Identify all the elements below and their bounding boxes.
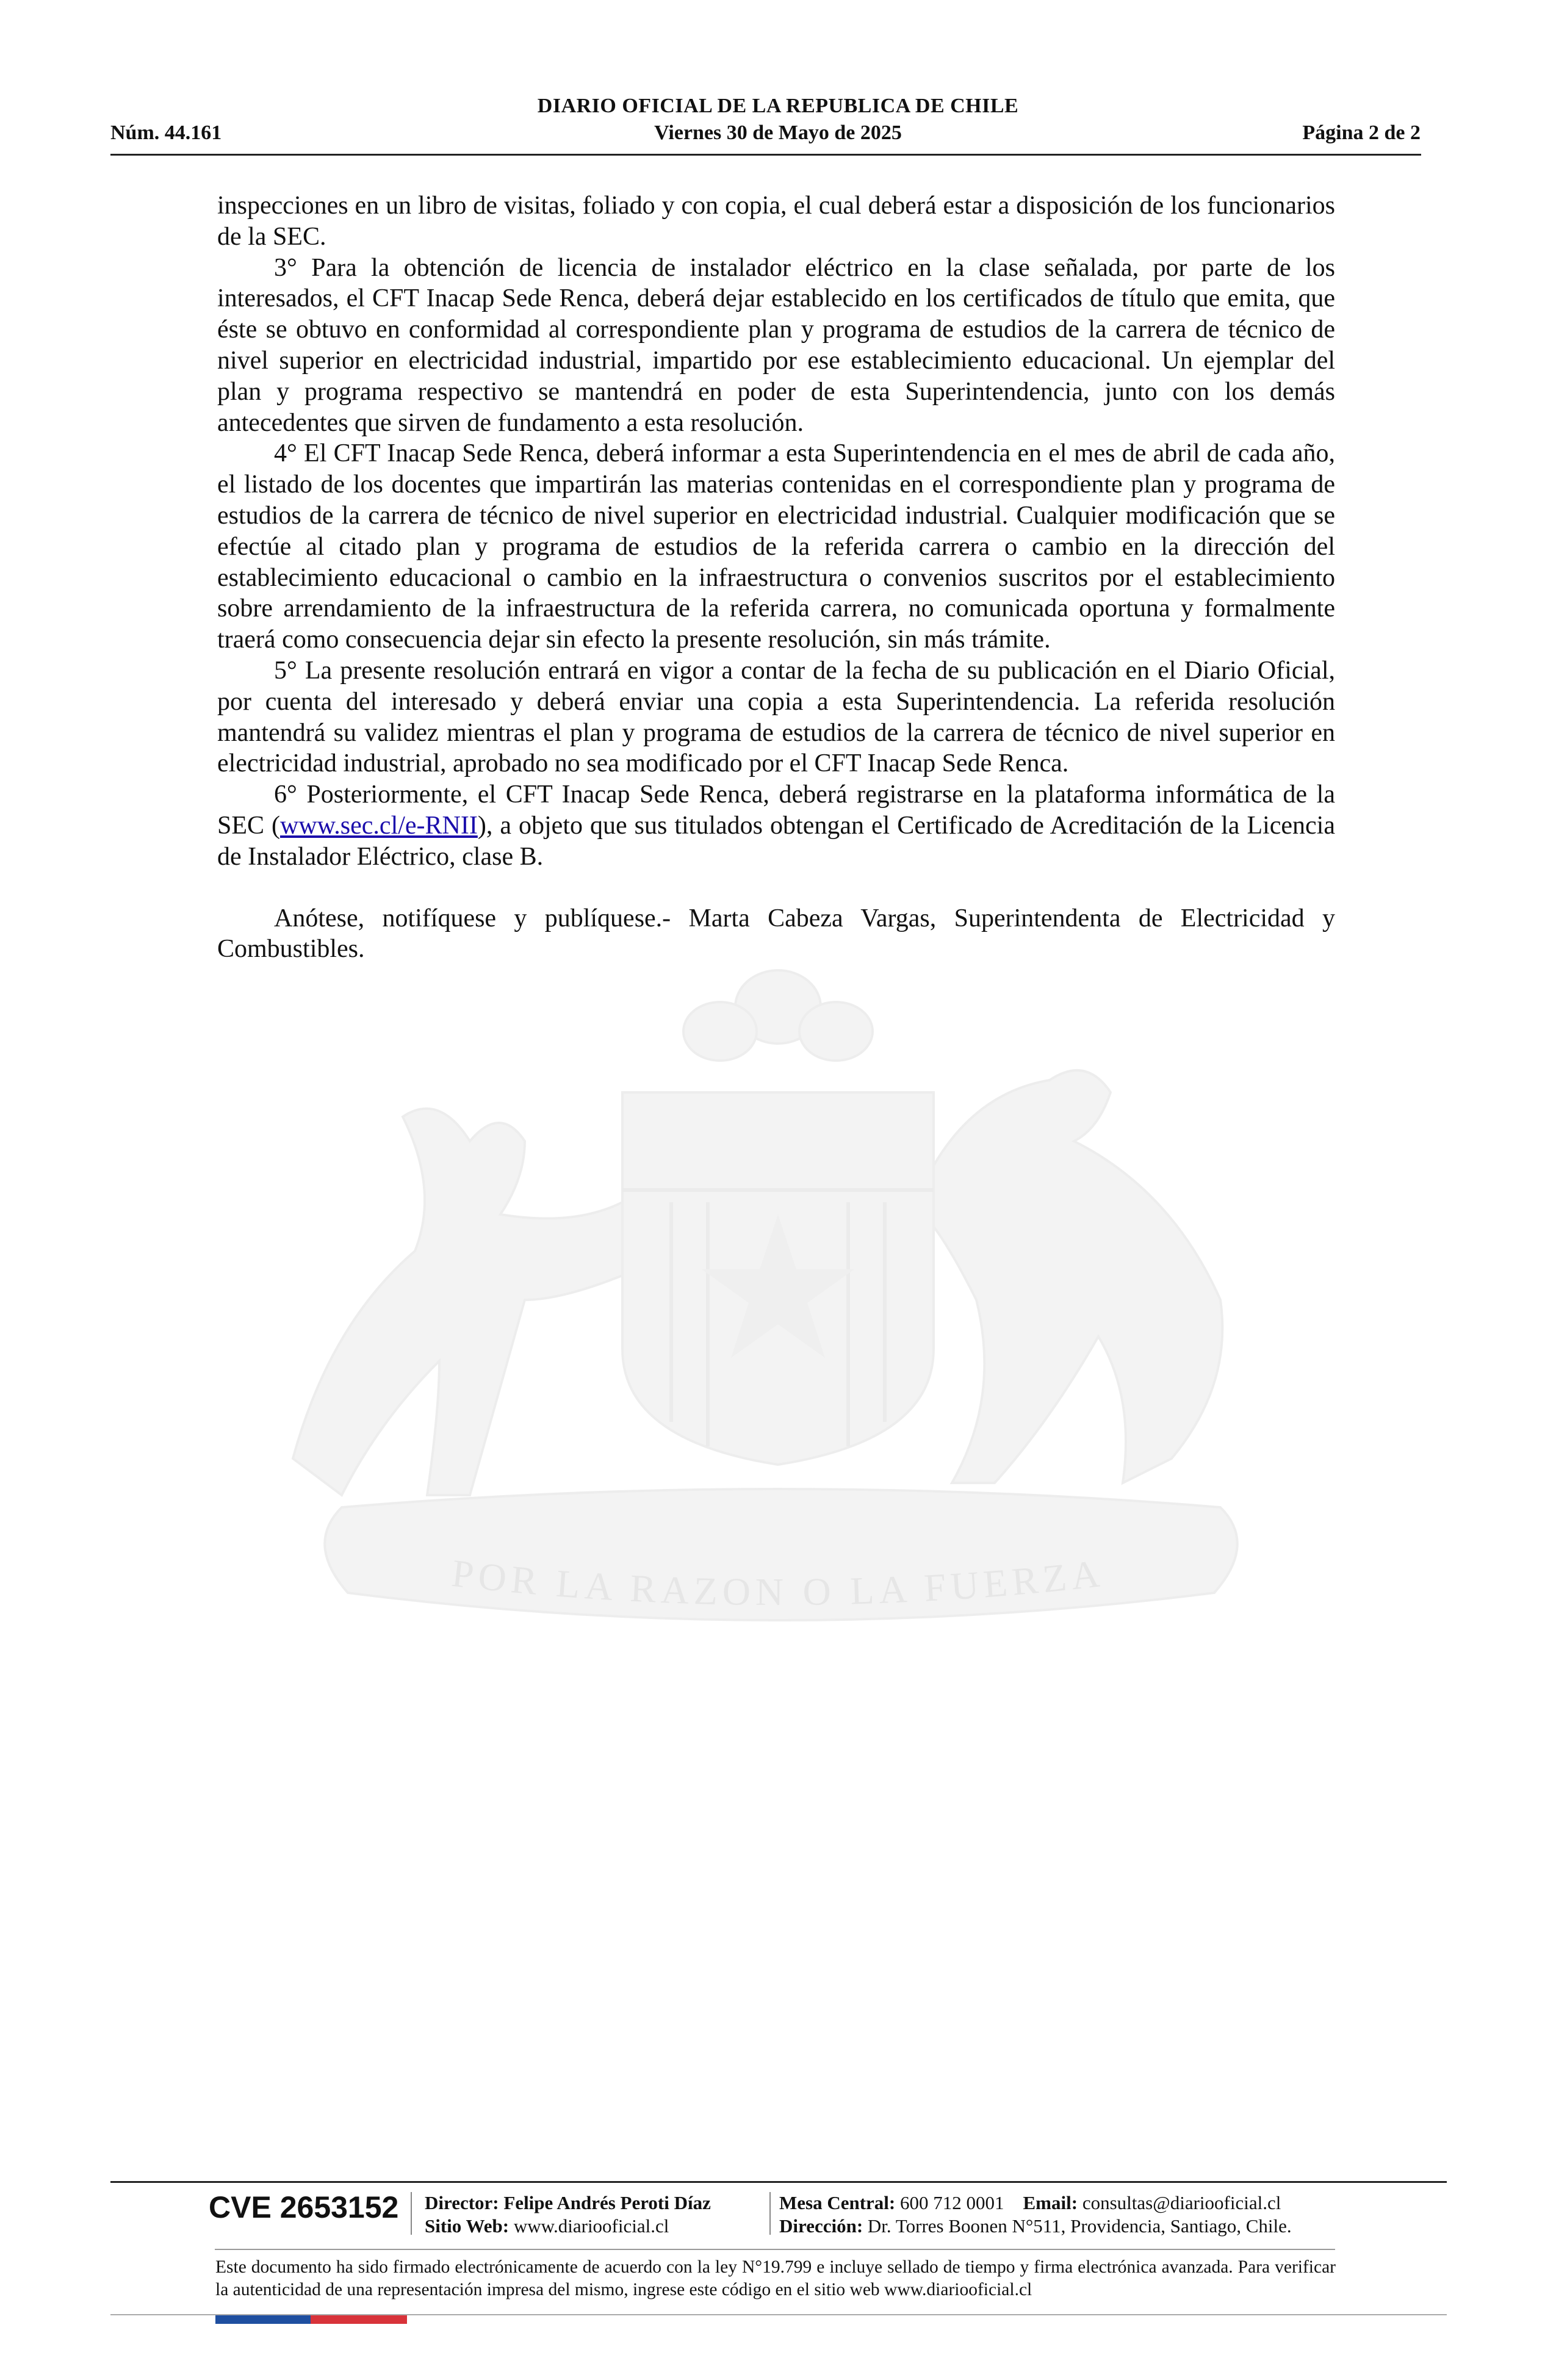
issue-number: Núm. 44.161 [110, 121, 222, 144]
cve-code: CVE 2653152 [209, 2190, 399, 2224]
footer-separator [411, 2192, 412, 2235]
signature-notice: Este documento ha sido firmado electrónicamente de acuerdo con la ley N°19.799 e incluye sellado de tiempo y firma electrónica avanzada. Para verificar la autenticidad de una representación impresa del mismo, ingrese este código en el sitio web www.diariooficial.cl [215, 2257, 1336, 2299]
address-label: Dirección: [779, 2215, 863, 2237]
email-value: consultas@diariooficial.cl [1082, 2192, 1281, 2213]
paragraph-6 [217, 779, 1335, 872]
director-label: Director: [425, 2192, 499, 2213]
director-name: Felipe Andrés Peroti Díaz [503, 2192, 711, 2213]
footer-separator [769, 2192, 771, 2235]
chile-coat-of-arms-icon [183, 958, 1373, 1690]
website-label: Sitio Web: [425, 2215, 510, 2237]
paragraph-continuation: inspecciones en un libro de visitas, foliado y con copia, el cual deberá estar a disposición de los funcionarios de la SEC. [217, 192, 1335, 251]
website-value: www.diariooficial.cl [513, 2215, 669, 2237]
header-divider [110, 154, 1421, 156]
paragraph-6-text-before: 6° Posteriormente, el CFT Inacap Sede Renca, deberá registrarse en la plataforma informática de la SEC ( [217, 781, 1335, 840]
paragraph-4: 4° El CFT Inacap Sede Renca, deberá informar a esta Superintendencia en el mes de abril de cada año, el listado de los docentes que impartirán las materias contenidas en el correspondiente plan y programa de estudios de la carrera de técnico de nivel superior en electricidad industrial. Cualquier modificación que se efectúe al citado plan y programa de estudios de la referida carrera o cambio en la dirección del establecimiento educacional o cambio en la infraestructura o convenios suscritos por el establecimiento sobre arrendamiento de la infraestructura de la referida carrera, no comunicada oportuna y formalmente traerá como consecuencia dejar sin efecto la presente resolución, sin más trámite. [217, 439, 1335, 654]
footer-divider-middle [215, 2249, 1335, 2250]
phone-value: 600 712 0001 [900, 2192, 1004, 2213]
footer-director-block [425, 2191, 711, 2238]
paragraph-6-text-after: ), a objeto que sus titulados obtengan el Certificado de Acreditación de la Licencia de Instalador Eléctrico, clase B. [217, 811, 1335, 871]
flag-bar-red [311, 2315, 407, 2324]
address-value: Dr. Torres Boonen N°511, Providencia, Santiago, Chile. [867, 2215, 1292, 2237]
page-indicator: Página 2 de 2 [1302, 121, 1421, 144]
phone-label: Mesa Central: [779, 2192, 896, 2213]
footer-divider-top [110, 2181, 1447, 2183]
footer-contact-block [779, 2191, 1292, 2238]
issue-date: Viernes 30 de Mayo de 2025 [654, 121, 902, 144]
flag-bar-blue [215, 2315, 311, 2324]
document-body [217, 190, 1335, 965]
paragraph-3: 3° Para la obtención de licencia de instalador eléctrico en la clase señalada, por parte de los interesados, el CFT Inacap Sede Renca, deberá dejar establecido en los certificados de título que emita, que éste se obtuvo en conformidad al correspondiente plan y programa de estudios de la carrera de técnico de nivel superior en electricidad industrial, impartido por ese establecimiento educacional. Un ejemplar del plan y programa respectivo se mantendrá en poder de esta Superintendencia, junto con los demás antecedentes que sirven de fundamento a esta resolución. [217, 253, 1335, 437]
sec-rnii-link[interactable]: www.sec.cl/e-RNII [280, 811, 478, 840]
closing-signature: Anótese, notifíquese y publíquese.- Marta Cabeza Vargas, Superintendenta de Electricidad y Combustibles. [217, 904, 1335, 964]
paragraph-5: 5° La presente resolución entrará en vigor a contar de la fecha de su publicación en el Diario Oficial, por cuenta del interesado y deberá enviar una copia a esta Superintendencia. La referida resolución mantendrá su validez mientras el plan y programa de estudios de la carrera de técnico de nivel superior en electricidad industrial, aprobado no sea modificado por el CFT Inacap Sede Renca. [217, 656, 1335, 778]
email-label: Email: [1023, 2192, 1078, 2213]
watermark-motto: POR LA RAZON O LA FUERZA [449, 1551, 1107, 1614]
publication-title: DIARIO OFICIAL DE LA REPUBLICA DE CHILE [537, 95, 1019, 117]
